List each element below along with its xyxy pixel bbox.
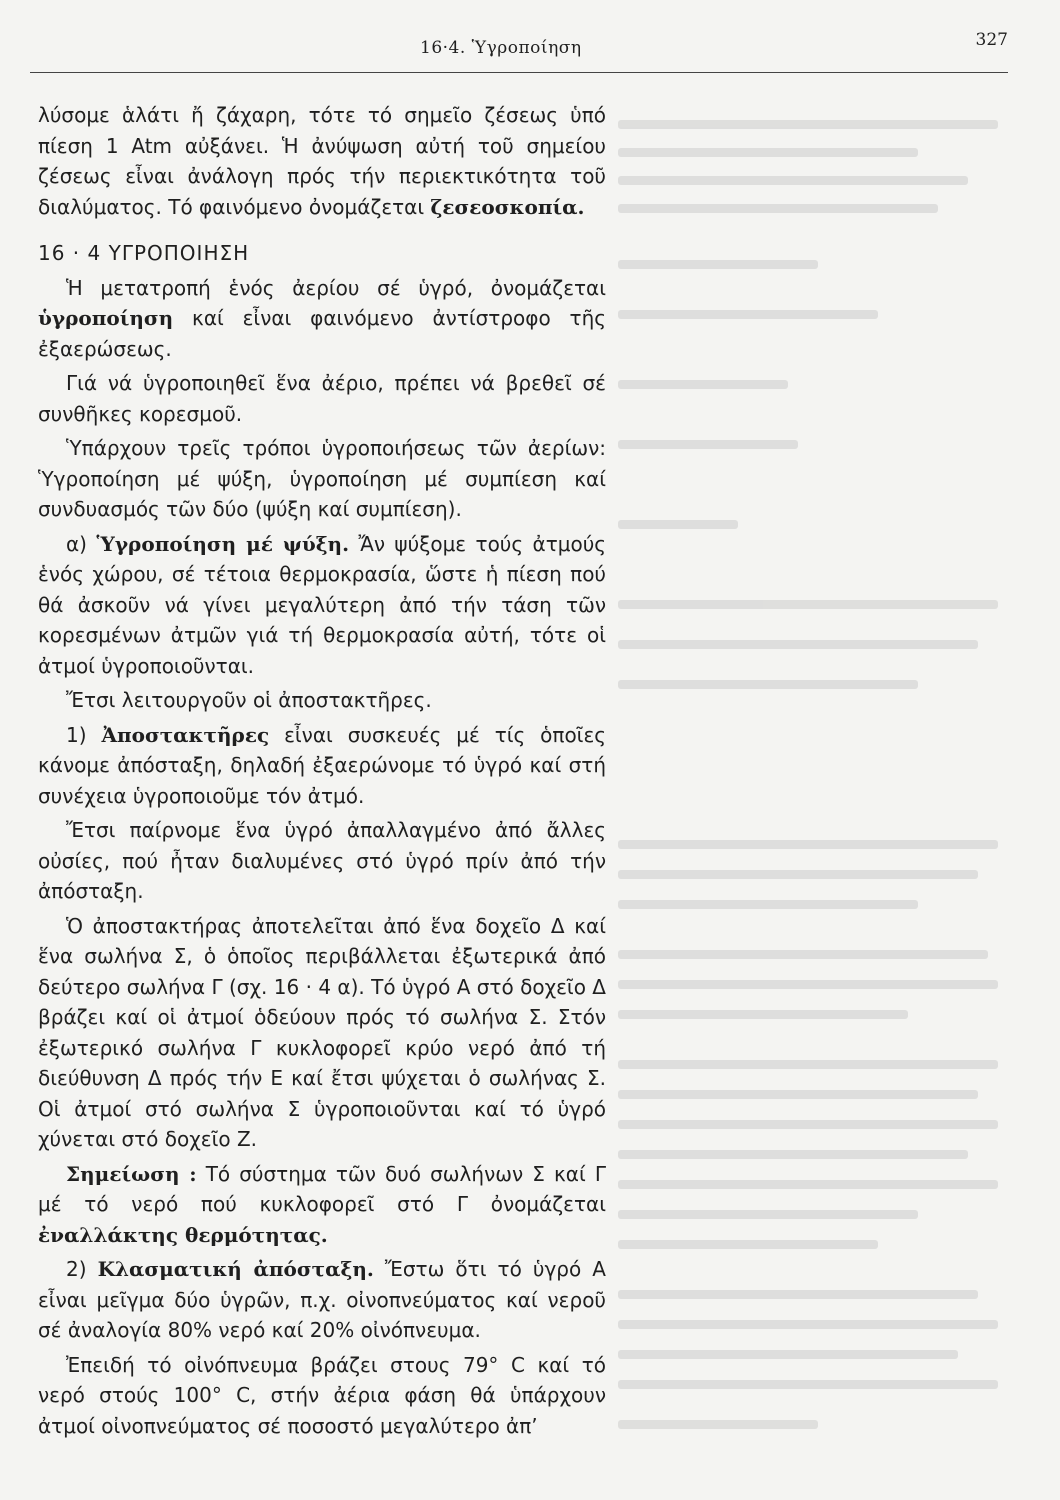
bleed-through-line: [618, 520, 738, 529]
stills-intro-paragraph: Ἔτσι λειτουργοῦν οἱ ἀποστακτῆρες.: [66, 688, 432, 712]
bleed-through-line: [618, 1240, 878, 1249]
intro-paragraph: λύσομε ἁλάτι ἤ ζάχαρη, τότε τό σημεῖο ζέσεως ὑπό πίεση 1 Atm αὐξάνει. Ἡ ἀνύψωση αὐτή τοῦ σημείου ζέσεως εἶναι ἀνάλογη πρός τήν περιεκτικότητα τοῦ διαλύματος. Τό φαινόμενο ὀνομάζεται ζεσεοσκοπία.: [38, 103, 606, 219]
note-paragraph: Σημείωση : Τό σύστημα τῶν δυό σωλήνων Σ καί Γ μέ τό νερό πού κυκλοφορεῖ στό Γ ὀνομάζεται ἐναλλάκτης θερμότητας.: [38, 1161, 606, 1247]
facing-page-bleed-through: [618, 80, 1058, 1480]
page-number: 327: [975, 30, 1008, 50]
bleed-through-line: [618, 680, 918, 689]
condition-paragraph: Γιά νά ὑγροποιηθεῖ ἕνα ἀέριο, πρέπει νά βρεθεῖ σέ συνθῆκες κορεσμοῦ.: [38, 371, 606, 426]
header-rule: [30, 72, 1008, 73]
bleed-through-line: [618, 870, 978, 879]
stills-paragraph: 1) Ἀποστακτῆρες εἶναι συσκευές μέ τίς ὁποῖες κάνομε ἀπόσταξη, δηλαδή ἐξαερώνομε τό ὑγρό καί στή συνέχεια ὑγροποιοῦμε τόν ἀτμό.: [38, 722, 607, 808]
bleed-through-line: [618, 1090, 978, 1099]
bleed-through-line: [618, 380, 788, 389]
bleed-through-line: [618, 440, 798, 449]
term-ygropoiisi: ὑγροποίηση: [38, 306, 174, 330]
bleed-through-line: [618, 1060, 998, 1069]
bleed-through-line: [618, 600, 998, 609]
bleed-through-line: [618, 176, 968, 185]
term-fractional-distillation: Κλασματική ἀπόσταξη.: [97, 1257, 374, 1281]
bleed-through-line: [618, 1150, 968, 1159]
bleed-through-line: [618, 640, 978, 649]
term-heat-exchanger: ἐναλλάκτης θερμότητας.: [38, 1222, 328, 1247]
bleed-through-line: [618, 1320, 998, 1329]
section-heading: 16 · 4 ΥΓΡΟΠΟΙΗΣΗ: [38, 241, 250, 265]
result-paragraph: Ἔτσι παίρνομε ἕνα ὑγρό ἀπαλλαγμένο ἀπό ἄλλες οὐσίες, πού ἦταν διαλυμένες στό ὑγρό πρίν ἀπό τήν ἀπόσταξη.: [38, 818, 606, 903]
fractional-paragraph: 2) Κλασματική ἀπόσταξη. Ἔστω ὅτι τό ὑγρό Α εἶναι μεῖγμα δύο ὑγρῶν, π.χ. οἰνοπνεύματος καί νεροῦ σέ ἀναλογία 80% νερό καί 20% οἰνόπνευμα.: [38, 1257, 606, 1342]
bleed-through-line: [618, 980, 998, 989]
term-stills: Ἀποστακτῆρες: [101, 722, 270, 747]
bleed-through-line: [618, 1180, 998, 1189]
bleed-through-line: [618, 1350, 958, 1359]
term-zeseoskopia: ζεσεοσκοπία.: [430, 194, 585, 219]
boiling-paragraph: Ἐπειδή τό οἰνόπνευμα βράζει στους 79° C καί τό νερό στούς 100° C, στήν ἀέρια φάση θά ὑπάρχουν ἀτμοί οἰνοπνεύματος σέ ποσοστό μεγαλύτερο ἀπ’: [38, 1352, 606, 1438]
bleed-through-line: [618, 1380, 998, 1389]
bleed-through-line: [618, 310, 878, 319]
bleed-through-line: [618, 840, 998, 849]
bleed-through-line: [618, 1290, 978, 1299]
bleed-through-line: [618, 260, 818, 269]
bleed-through-line: [618, 900, 918, 909]
main-text-column: [38, 100, 606, 1445]
running-header-title: 16·4. Ὑγροποίηση: [420, 38, 582, 58]
bleed-through-line: [618, 950, 988, 959]
bleed-through-line: [618, 1420, 818, 1429]
definition-paragraph: Ἡ μετατροπή ἑνός ἀερίου σέ ὑγρό, ὀνομάζεται ὑγροποίηση καί εἶναι φαινόμενο ἀντίστροφο τῆς ἐξαερώσεως.: [38, 275, 606, 361]
bleed-through-line: [618, 1010, 908, 1019]
methods-paragraph: Ὑπάρχουν τρεῖς τρόποι ὑγροποιήσεως τῶν ἀερίων: Ὑγροποίηση μέ ψύξη, ὑγροποίηση μέ συμπίεση καί συνδυασμός τῶν δύο (ψύξη καί συμπίεση).: [38, 436, 606, 521]
bleed-through-line: [618, 204, 938, 213]
bleed-through-line: [618, 1120, 998, 1129]
apparatus-paragraph: Ὁ ἀποστακτήρας ἀποτελεῖται ἀπό ἕνα δοχεῖο Δ καί ἕνα σωλήνα Σ, ὁ ὁποῖος περιβάλλεται ἐξωτερικά ἀπό δεύτερο σωλήνα Γ (σχ. 16 · 4 α). Τό ὑγρό Α στό δοχεῖο Δ βράζει καί οἱ ἀτμοί ὁδεύουν πρός τό σωλήνα Σ. Στόν ἐξωτερικό σωλήνα Γ κυκλοφορεῖ κρύο νερό ἀπό τή διεύθυνση Δ πρός τήν Ε καί ἔτσι ψύχεται ὁ σωλήνας Σ. Οἱ ἀτμοί στό σωλήνα Σ ὑγροποιοῦνται καί τό ὑγρό χύνεται στό δοχεῖο Ζ.: [38, 913, 606, 1151]
term-note: Σημείωση :: [66, 1161, 197, 1186]
cooling-paragraph: α) Ὑγροποίηση μέ ψύξη. Ἄν ψύξομε τούς ἀτμούς ἑνός χώρου, σέ τέτοια θερμοκρασία, ὥστε ἡ πίεση πού θά ἀσκοῦν νά γίνει μεγαλύτερη ἀπό τήν τάση τῶν κορεσμένων ἀτμῶν γιά τή θερμοκρασία αὐτή, τότε οἱ ἀτμοί ὑγροποιοῦνται.: [38, 531, 607, 678]
bleed-through-line: [618, 120, 998, 129]
bleed-through-line: [618, 1210, 918, 1219]
bleed-through-line: [618, 148, 918, 157]
term-cooling: Ὑγροποίηση μέ ψύξη.: [96, 531, 350, 556]
